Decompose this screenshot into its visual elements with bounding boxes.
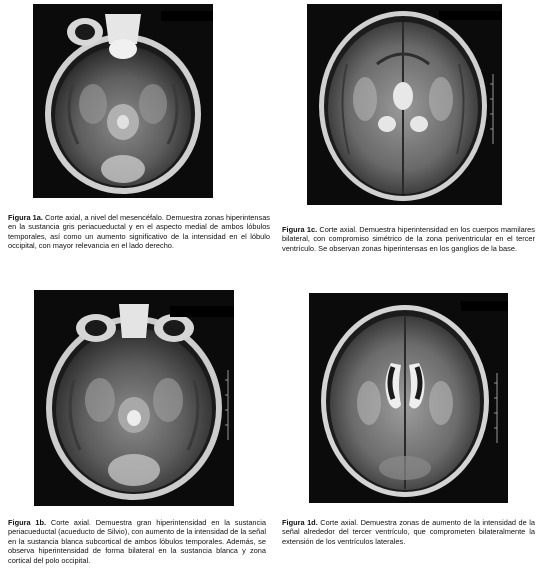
- mri-image-figure-1b: [34, 290, 234, 506]
- caption-figure-1c: [282, 225, 535, 253]
- caption-text: Corte axial. Demuestra gran hiperintensidad en la sustancia periacueductal (acueducto de Silvio), con aumento de la intensidad de la señal en la sustancia blanca subcortical de ambos lóbulos temporales. Además, se observa hiperintensidad de forma bilateral en la sustancia blanca y zona cortical del polo occipital.: [8, 518, 266, 565]
- mri-image-figure-1a: [33, 4, 213, 198]
- caption-figure-1a: [8, 213, 270, 251]
- mri-image-figure-1d: [309, 293, 508, 503]
- caption-figure-1d: [282, 518, 535, 546]
- figure-label: Figura 1c.: [282, 225, 318, 234]
- figure-label: Figura 1b.: [8, 518, 47, 527]
- caption-text: Corte axial. Demuestra hiperintensidad en los cuerpos mamilares bilateral, con compromiso simétrico de la zona periventricular en el tercer ventrículo. Se observan zonas hiperintensas en los ganglios de la base.: [282, 225, 535, 253]
- caption-text: Corte axial. Demuestra zonas de aumento de la intensidad de la señal alrededor del tercer ventrículo, que comprometen bilateralmente la extensión de los ventrículos laterales.: [282, 518, 535, 546]
- caption-text: Corte axial, a nivel del mesencéfalo. Demuestra zonas hiperintensas en la sustancia gris periacueductal y en el aspecto medial de ambos lóbulos temporales, así como un aumento significativo de la intensidad en el lóbulo occipital, con mayor relevancia en el lado derecho.: [8, 213, 270, 251]
- figure-label: Figura 1d.: [282, 518, 318, 527]
- figure-label: Figura 1a.: [8, 213, 43, 222]
- caption-figure-1b: [8, 518, 266, 565]
- mri-image-figure-1c: [307, 4, 502, 205]
